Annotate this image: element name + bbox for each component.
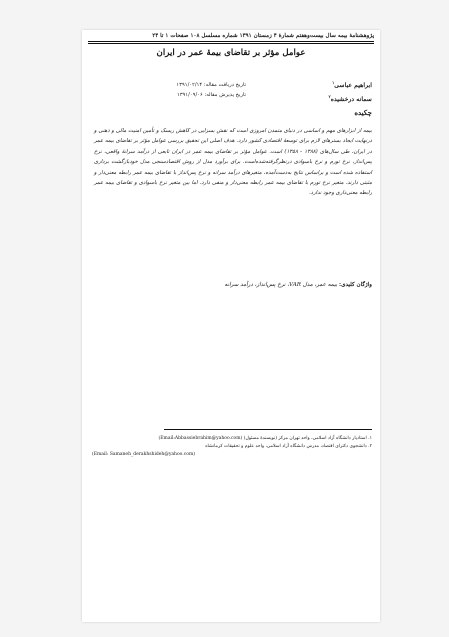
paper-title: عوامل مؤثر بر تقاضای بیمهٔ عمر در ایران xyxy=(156,48,306,58)
author-1 xyxy=(262,77,372,91)
abstract-body: بیمه از ابزارهای مهم و اساسی در دنیای متمدن امروزی است که نقش بسزایی در کاهش ریسک و تأمین امنیت مالی و ذهنی و درنهایت ایجاد بسترهای لازم برای توسعهٔ اقتصادی کشور دارد. هدف اصلی این تحقیق بررسی عوامل مؤثر بر تقاضای بیمه عمر در ایران، طی سال‌های (۱۳۸۸ - ۱۳۵۸) است. عوامل مؤثر بر تقاضای بیمه عمر در ایران تابعی از درآمد سرانهٔ واقعی، نرخ پس‌انداز، نرخ تورم و نرخ باسوادی درنظرگرفته‌شده‌است. برای برآورد مدل از روش اقتصادسنجی مدل خودبازگشت برداری استفاده شده است و براساس نتایج به‌دست‌آمده، متغیرهای درآمد سرانه و نرخ پس‌انداز با تقاضای بیمه عمر رابطه معنی‌دار و مثبتی دارند. متغیر نرخ تورم با تقاضای بیمه عمر رابطه معنی‌دار و منفی دارد. اما بین متغیر نرخ باسوادی و تقاضای بیمه عمر رابطه معنی‌داری وجود ندارد. xyxy=(94,128,372,197)
footnote-email: (Email:Abbassiebrahim@yahoo.com) xyxy=(158,436,243,441)
footnotes xyxy=(92,435,372,458)
footnote-2-email xyxy=(92,451,372,459)
keywords xyxy=(94,280,372,290)
footnote-rule xyxy=(164,429,372,430)
author-list xyxy=(262,77,372,105)
author-name: ابراهیم عباسی xyxy=(334,82,372,90)
header-rule xyxy=(88,41,374,42)
journal-header: پژوهشنامهٔ بیمه سال بیست‌وهفتم شمارهٔ ۴ زمستان ۱۳۹۱ شماره مسلسل ۱۰۸ صفحات ۱ تا ۲۴ xyxy=(152,33,374,39)
author-mark: ۱ xyxy=(332,80,335,85)
header-rule-thin xyxy=(88,43,374,44)
footnote-text: ۱. استادیار دانشگاه آزاد اسلامی، واحد تهران مرکز (نویسندهٔ مسئول) xyxy=(243,436,372,441)
keywords-label: واژگان کلیدی: xyxy=(339,282,372,288)
article-dates xyxy=(96,80,246,100)
received-date: تاریخ دریافت مقاله: ۱۳۹۱/۰۲/۱۴ xyxy=(176,82,246,88)
author-mark: ۲ xyxy=(328,94,331,100)
footnote-email: (Email: Samaneh_derakhshideh@yahoo.com) xyxy=(92,451,195,457)
paper-page xyxy=(82,30,380,622)
author-name: سمانه درخشیده xyxy=(330,96,372,104)
abstract-heading: چکیده xyxy=(354,108,372,117)
accepted-date: تاریخ پذیرش مقاله: ۱۳۹۱/۰۹/۰۶ xyxy=(177,92,246,98)
footnote-1 xyxy=(92,435,372,443)
footnote-text: ۲. دانشجوی دکترای اقتصاد، مدرس دانشگاه آزاد اسلامی، واحد علوم و تحقیقات کرمانشاه xyxy=(205,443,372,449)
keywords-text: بیمه عمر، مدل VAR، نرخ پس‌انداز، درآمد سرانه xyxy=(224,282,338,288)
footnote-2 xyxy=(92,443,372,451)
author-2 xyxy=(262,91,372,105)
